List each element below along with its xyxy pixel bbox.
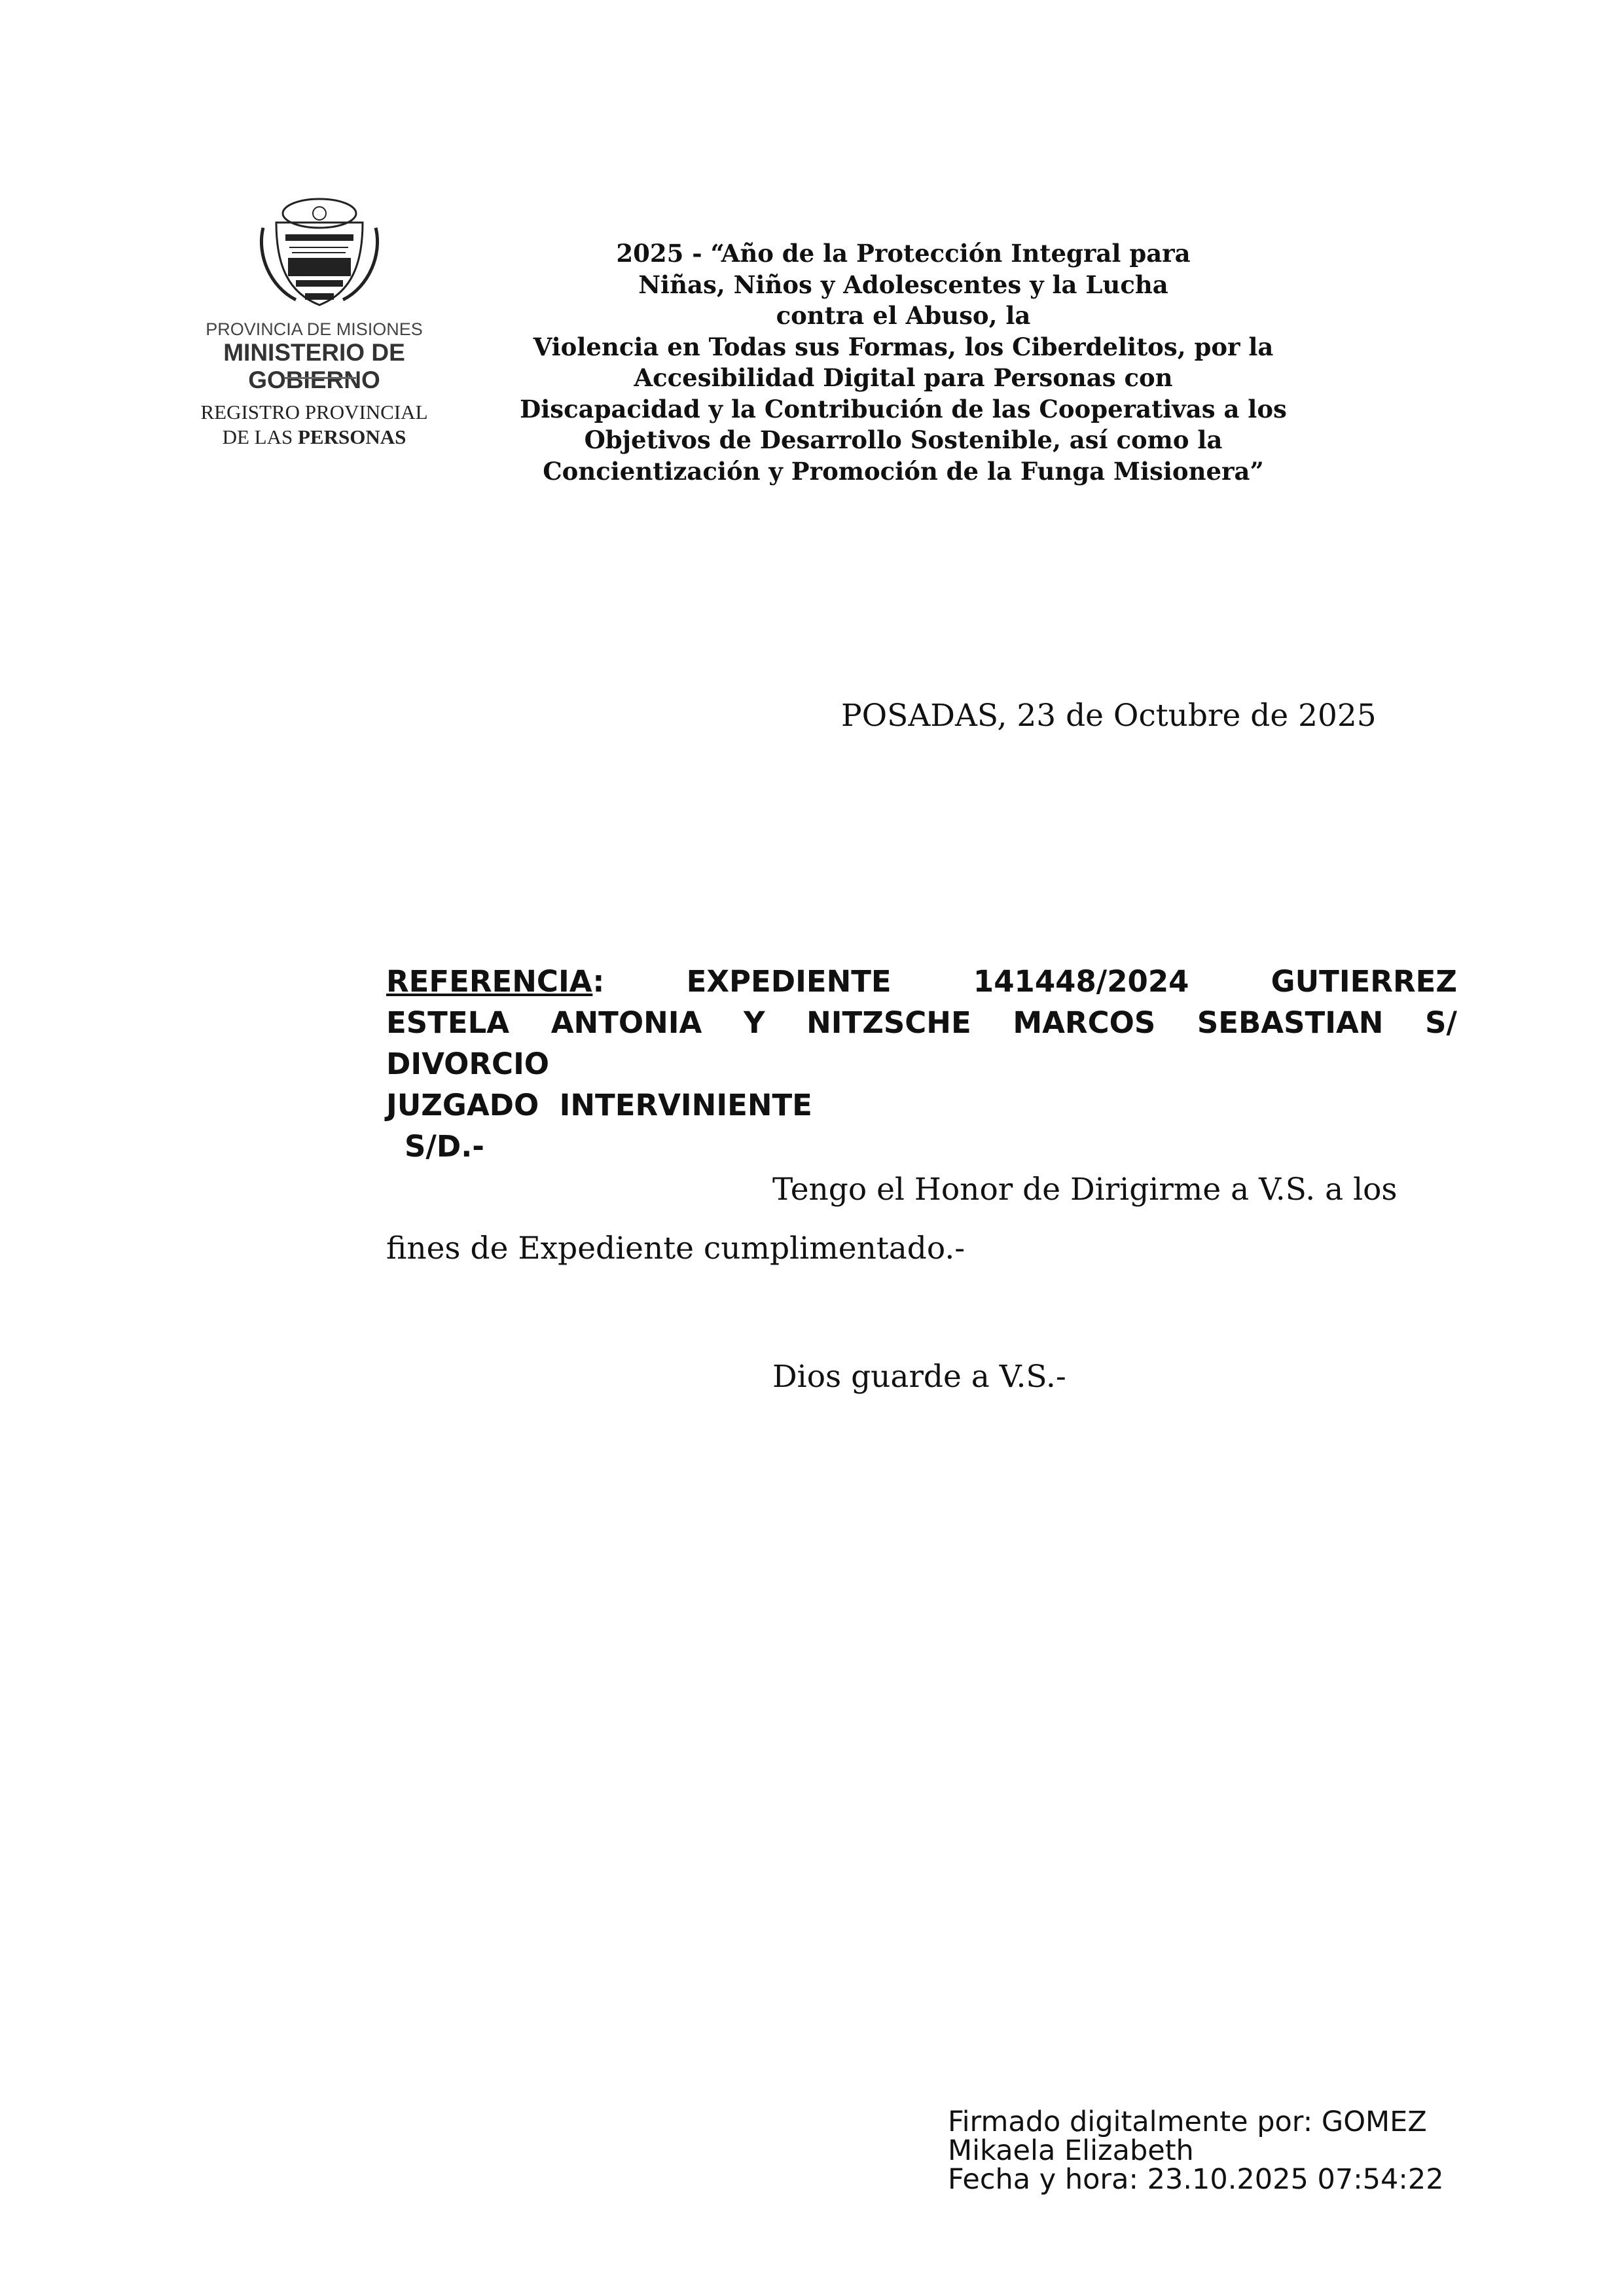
reference-word: SEBASTIAN	[1197, 1005, 1384, 1040]
signature-line-1: Firmado digitalmente por: GOMEZ	[948, 2106, 1427, 2138]
motto-line: 2025 - “Año de la Protección Integral para	[616, 239, 1191, 268]
registry-prefix: DE LAS	[222, 425, 298, 448]
motto-line: Discapacidad y la Contribución de las Cooperativas a los	[520, 394, 1287, 423]
motto-line: Objetivos de Desarrollo Sostenible, así como la	[584, 425, 1223, 454]
signature-line-3: Fecha y hora: 23.10.2025 07:54:22	[948, 2163, 1444, 2196]
reference-word: ESTELA	[386, 1005, 510, 1040]
reference-word: EXPEDIENTE	[686, 964, 892, 999]
reference-word: S/	[1425, 1005, 1457, 1040]
motto-line: Concientización y Promoción de la Funga Misionera”	[543, 456, 1264, 486]
body-line-2: fines de Expediente cumplimentado.-	[386, 1230, 965, 1266]
motto-line: Accesibilidad Digital para Personas con	[634, 363, 1173, 392]
court-line	[386, 1085, 1457, 1126]
provincia-de-misiones-crest-icon	[250, 195, 389, 313]
reference-line-2	[386, 1002, 1457, 1043]
reference-word: ANTONIA	[550, 1005, 702, 1040]
reference-label-group	[386, 961, 604, 1002]
reference-line-3: DIVORCIO	[386, 1047, 550, 1081]
reference-block	[386, 961, 1457, 1167]
reference-label: REFERENCIA	[386, 964, 593, 999]
sd-line: S/D.-	[405, 1129, 484, 1164]
header-divider	[284, 377, 356, 379]
motto-line: contra el Abuso, la	[776, 301, 1031, 330]
reference-colon: :	[592, 964, 605, 999]
signature-line-2: Mikaela Elizabeth	[948, 2134, 1194, 2167]
body-line-1: Tengo el Honor de Dirigirme a V.S. a los	[772, 1172, 1398, 1208]
motto-line: Violencia en Todas sus Formas, los Ciberdelitos, por la	[533, 332, 1274, 361]
reference-word: GUTIERREZ	[1271, 964, 1457, 999]
reference-word: Y	[743, 1005, 765, 1040]
date-line: POSADAS, 23 de Octubre de 2025	[841, 698, 1377, 734]
reference-word: MARCOS	[1013, 1005, 1156, 1040]
ministry-name: MINISTERIO DE GOBIERNO	[223, 339, 405, 393]
year-motto	[471, 238, 1335, 487]
reference-word: NITZSCHE	[806, 1005, 971, 1040]
registry-name-line-1: REGISTRO PROVINCIAL	[200, 401, 428, 423]
digital-signature	[948, 2108, 1444, 2194]
province-name: PROVINCIA DE MISIONES	[206, 319, 423, 339]
court-text: JUZGADO INTERVINIENTE	[386, 1088, 812, 1122]
registry-name-line-2	[151, 425, 478, 449]
motto-line: Niñas, Niños y Adolescentes y la Lucha	[638, 270, 1168, 299]
closing-line: Dios guarde a V.S.-	[772, 1359, 1066, 1395]
reference-word: 141448/2024	[973, 964, 1189, 999]
registry-bold: PERSONAS	[298, 425, 406, 448]
reference-line-1	[386, 961, 1457, 1002]
